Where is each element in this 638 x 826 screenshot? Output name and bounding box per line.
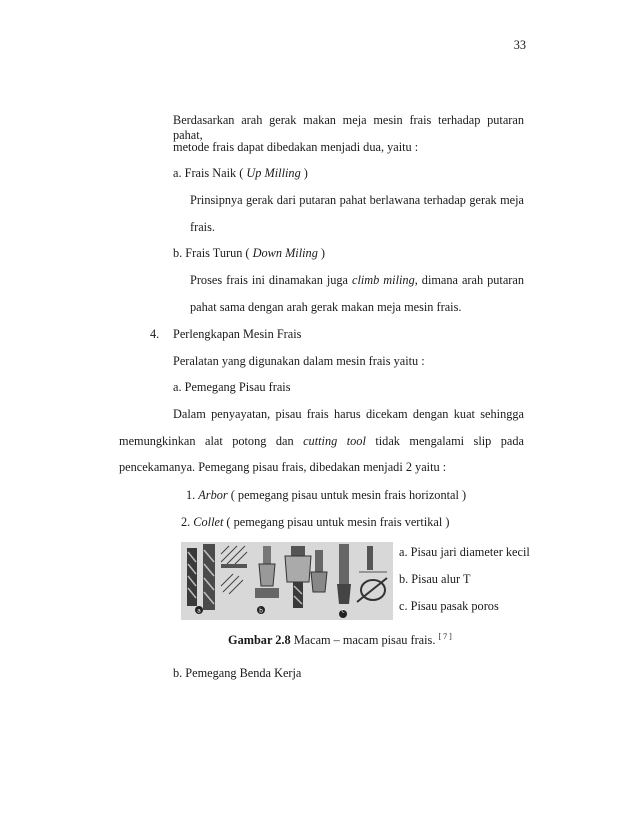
page-number: 33 bbox=[513, 38, 526, 52]
figure-caption: Gambar 2.8 Macam – macam pisau frais. [ 7 ] bbox=[228, 632, 452, 648]
item-a-desc-line-2: frais. bbox=[190, 220, 215, 234]
section-4-number: 4. bbox=[150, 327, 160, 341]
item-a-desc-line-1: Prinsipnya gerak dari putaran pahat berlawana terhadap gerak meja bbox=[190, 193, 524, 207]
item-b-desc-line-1: Proses frais ini dinamakan juga climb miling, dimana arah putaran bbox=[190, 273, 524, 287]
list-item-arbor: 1. Arbor ( pemegang pisau untuk mesin frais horizontal ) bbox=[186, 488, 467, 502]
sub-a-title: a. Pemegang Pisau frais bbox=[173, 380, 291, 394]
para-line-3: pencekamanya. Pemegang pisau frais, dibedakan menjadi 2 yaitu : bbox=[119, 460, 447, 474]
figure-marker-a: a bbox=[197, 607, 201, 615]
legend-b: b. Pisau alur T bbox=[399, 572, 471, 586]
legend-a: a. Pisau jari diameter kecil bbox=[399, 545, 530, 559]
intro-line-1: Berdasarkan arah gerak makan meja mesin frais terhadap putaran pahat, bbox=[173, 113, 524, 142]
item-a-term: Up Milling bbox=[246, 166, 301, 180]
para-line-1: Dalam penyayatan, pisau frais harus dicekam dengan kuat sehingga bbox=[173, 407, 524, 421]
legend-c: c. Pisau pasak poros bbox=[399, 599, 499, 613]
caption-reference: [ 7 ] bbox=[438, 632, 452, 641]
item-a-title: a. Frais Naik ( Up Milling ) bbox=[173, 166, 308, 180]
sub-b-title: b. Pemegang Benda Kerja bbox=[173, 666, 302, 680]
section-4-title: Perlengkapan Mesin Frais bbox=[173, 327, 302, 341]
section-4-intro: Peralatan yang digunakan dalam mesin frais yaitu : bbox=[173, 354, 425, 368]
caption-label: Gambar 2.8 bbox=[228, 633, 291, 648]
para-line-2: memungkinkan alat potong dan cutting tool tidak mengalami slip pada bbox=[119, 434, 524, 448]
item-b-term: Down Miling bbox=[252, 246, 318, 260]
item-b-title: b. Frais Turun ( Down Miling ) bbox=[173, 246, 326, 260]
figure-marker-c: c bbox=[341, 607, 345, 615]
item-b-desc-line-2: pahat sama dengan arah gerak makan meja mesin frais. bbox=[190, 300, 462, 314]
figure-marker-b: b bbox=[259, 607, 263, 615]
list-item-collet: 2. Collet ( pemegang pisau untuk mesin frais vertikal ) bbox=[181, 515, 450, 529]
milling-cutters-figure bbox=[181, 542, 393, 620]
milling-cutters-illustration bbox=[181, 542, 393, 620]
intro-line-2: metode frais dapat dibedakan menjadi dua, yaitu : bbox=[173, 140, 419, 154]
